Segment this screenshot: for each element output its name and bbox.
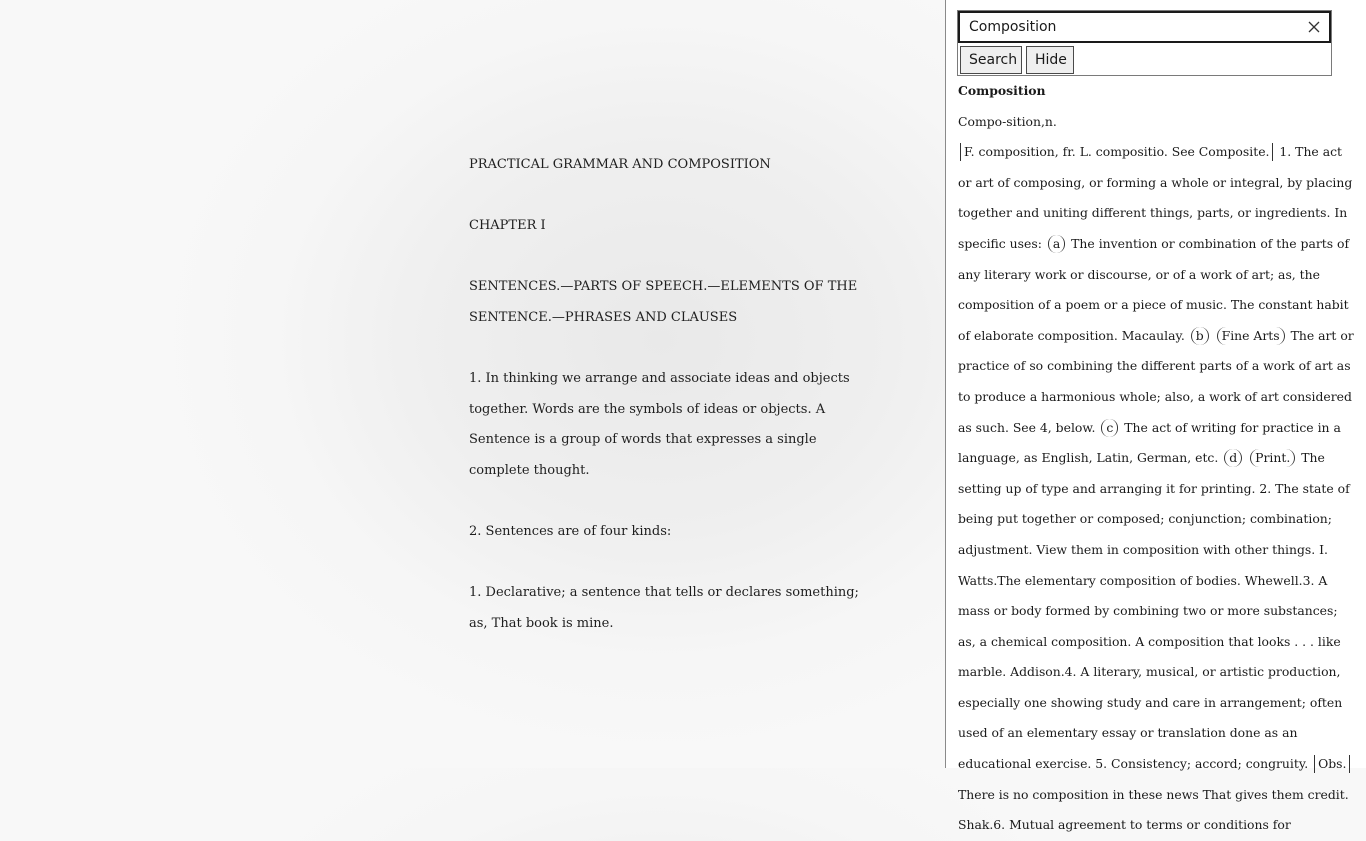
entry-text: The art or practice of so combining the different parts of a work of art as to produce a harmonious whole; also, a work of art considered as such. See 4, below. [958,327,1354,435]
paragraph: 2. Sentences are of four kinds: [469,524,672,540]
search-button[interactable]: Search [960,46,1022,74]
entry-text: The act of writing for practice in a language, as English, Latin, German, etc. [958,419,1341,466]
sense-marker: c [1101,419,1118,437]
hide-button[interactable]: Hide [1026,46,1074,74]
definition [958,107,1358,841]
entry-text: The setting up of type and arranging it for printing. 2. The state of being put together or composed; conjunction; combination; adjustment. View them in composition with other things. I. Watts.The elementary composition of bodies. Whewell.3. A mass or body formed by combining two or more substances; as, a chemical composition. A composition that looks . . . like marble. Addison.4. A literary, musical, or artistic production, especially one showing study and care in arrangement; often used of an elementary essay or translation done as an educational exercise. 5. Consistency; accord; congruity. [958,450,1350,772]
sense-marker: b [1191,327,1209,345]
entry-text: The invention or combination of the parts of any literary work or discourse, or of a work of art; as, the composition of a poem or a piece of music. The constant habit of elaborate composition. Macaulay. [958,235,1350,343]
usage-label: Obs. [1314,755,1350,773]
entry-text: There is no composition in these news That gives them credit. Shak.6. Mutual agreement to terms or conditions for [958,786,1349,833]
field-label: Print. [1250,449,1295,467]
sense-marker: d [1224,449,1242,467]
sense-marker: a [1048,235,1065,253]
paragraph: 1. Declarative; a sentence that tells or declares something; as, That book is mine. [469,585,859,631]
etymology: F. composition, fr. L. compositio. See Composite. [960,143,1273,161]
section-heading: SENTENCES.—PARTS OF SPEECH.—ELEMENTS OF THE SENTENCE.—PHRASES AND CLAUSES [469,279,858,325]
dictionary-panel [945,0,1366,833]
close-icon[interactable] [1306,19,1322,35]
dictionary-entry [958,76,1358,841]
search-box [958,11,1331,43]
book-title: PRACTICAL GRAMMAR AND COMPOSITION [469,157,771,172]
entry-text: 1. The act or art of composing, or forming a whole or integral, by placing together and uniting different things, parts, or ingredients. In specific uses: [958,144,1353,251]
dictionary-search-bar [957,10,1332,76]
chapter-heading: CHAPTER I [469,218,546,234]
search-input[interactable] [969,17,1299,37]
reader-page [469,150,869,640]
field-label: Fine Arts [1217,327,1285,345]
entry-text: Compo-sition,n. [958,113,1057,129]
paragraph: 1. In thinking we arrange and associate ideas and objects together. Words are the symbols of ideas or objects. A Sentence is a group of words that expresses a single complete thought. [469,371,850,478]
headword: Composition [958,83,1046,98]
